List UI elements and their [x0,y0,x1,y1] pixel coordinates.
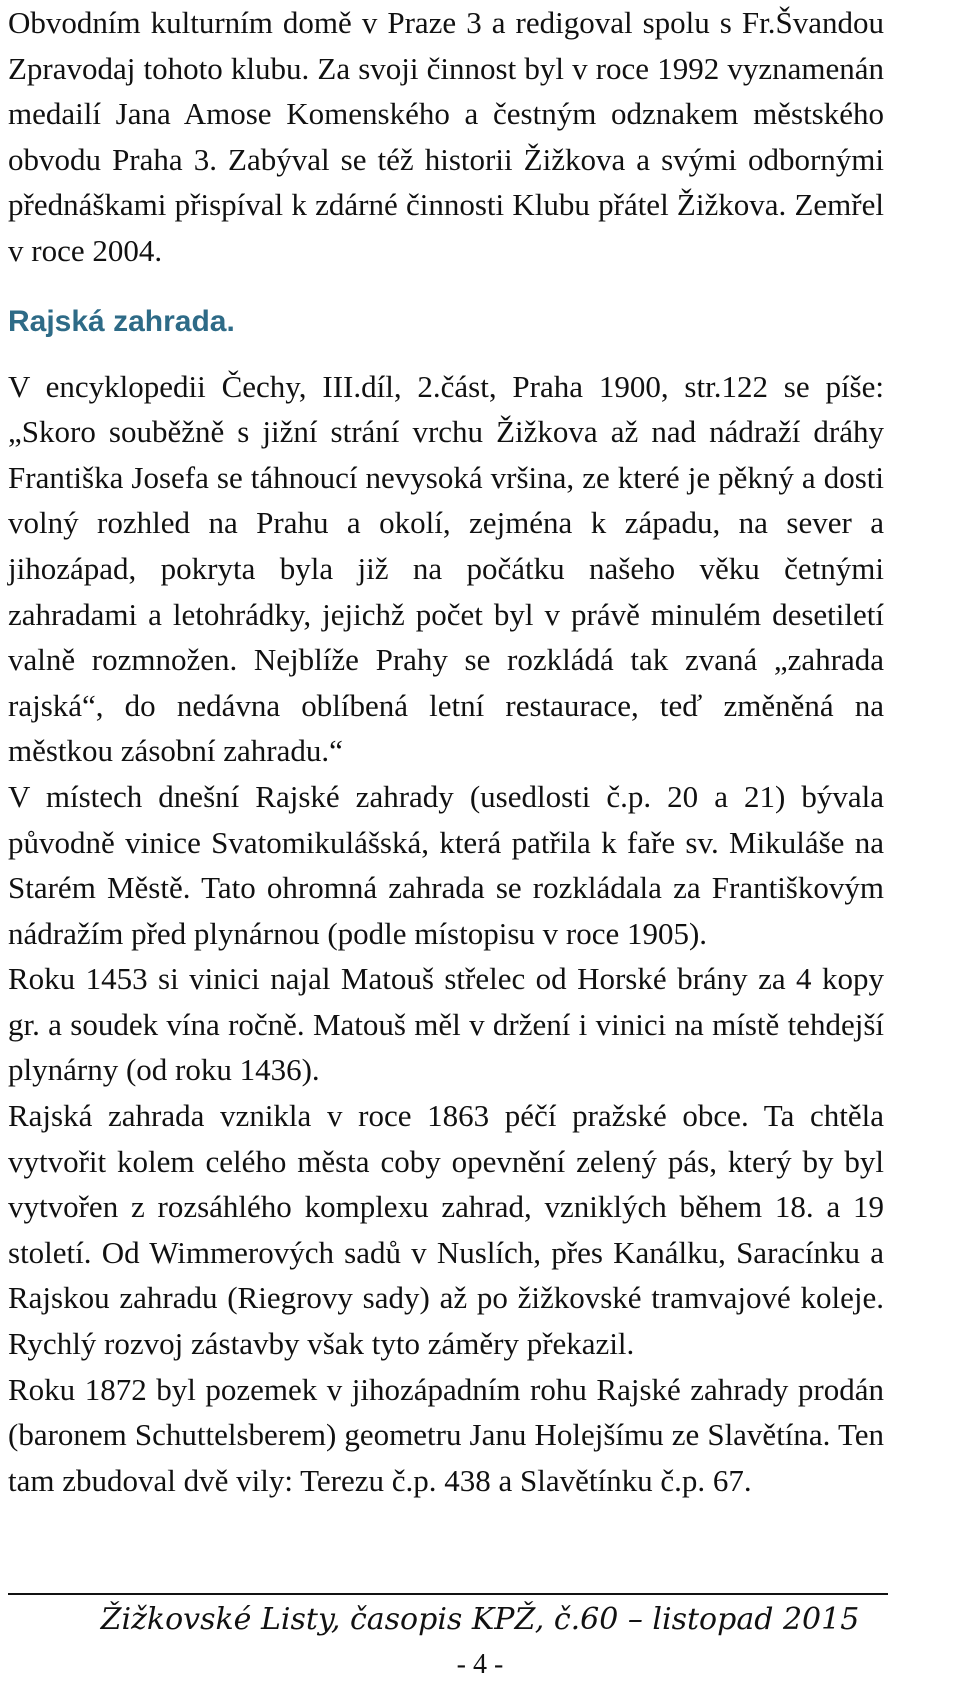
section-heading: Rajská zahrada. [8,304,235,338]
document-body [8,0,884,1503]
paragraph-encyclopedia: V encyklopedii Čechy, III.díl, 2.část, Praha 1900, str.122 se píše: „Skoro souběžně s jižní strání vrchu Žižkova až nad nádraží dráhy Františka Josefa se táhnoucí nevysoká vršina, ze které je pěkný a dosti volný rozhled na Prahu a okolí, zejména k západu, na sever a jihozápad, pokryta byla již na počátku našeho věku četnými zahradami a letohrádky, jejichž počet byl v právě minulém desetiletí valně rozmnožen. Nejblíže Prahy se rozkládá tak zvaná „zahrada rajská“, do nedávna oblíbená letní restaurace, teď změněná na městkou zásobní zahradu.“ [8,368,884,769]
paragraph-1863: Rajská zahrada vznikla v roce 1863 péčí pražské obce. Ta chtěla vytvořit kolem celého města coby opevnění zelený pás, který by byl vytvořen z rozsáhlého komplexu zahrad, vzniklých během 18. a 19 století. Od Wimmerových sadů v Nuslích, přes Kanálku, Saracínku a Rajskou zahradu (Riegrovy sady) až po žižkovské tramvajové koleje. Rychlý rozvoj zástavby však tyto záměry překazil. [8,1098,884,1362]
intro-paragraph: Obvodním kulturním domě v Praze 3 a redigoval spolu s Fr.Švandou Zpravodaj tohoto klubu. Za svoji činnost byl v roce 1992 vyznamenán medailí Jana Amose Komenského a čestným odznakem městského obvodu Praha 3. Zabýval se též historii Žižkova a svými odbornými přednáškami přispíval k zdárné činnosti Klubu přátel Žižkova. Zemřel v roce 2004. [8,5,884,268]
paragraph-vineyard: V místech dnešní Rajské zahrady (usedlosti č.p. 20 a 21) bývala původně vinice Svatomikulášská, která patřila k faře sv. Mikuláše na Starém Městě. Tato ohromná zahrada se rozkládala za Františkovým nádražím před plynárnou (podle místopisu v roce 1905). [8,778,884,951]
paragraph-1453: Roku 1453 si vinici najal Matouš střelec od Horské brány za 4 kopy gr. a soudek vína ročně. Matouš měl v držení i vinici na místě tehdejší plynárny (od roku 1436). [8,961,884,1088]
footer-publication: Žižkovské Listy, časopis KPŽ, č.60 – listopad 2015 [100,1602,860,1637]
paragraph-1872: Roku 1872 byl pozemek v jihozápadním rohu Rajské zahrady prodán (baronem Schuttelsberem) geometru Janu Holejšímu ze Slavětína. Ten tam zbudoval dvě vily: Terezu č.p. 438 a Slavětínku č.p. 67. [8,1371,884,1498]
footer-divider [8,1593,888,1595]
page-number: - 4 - [456,1649,504,1680]
